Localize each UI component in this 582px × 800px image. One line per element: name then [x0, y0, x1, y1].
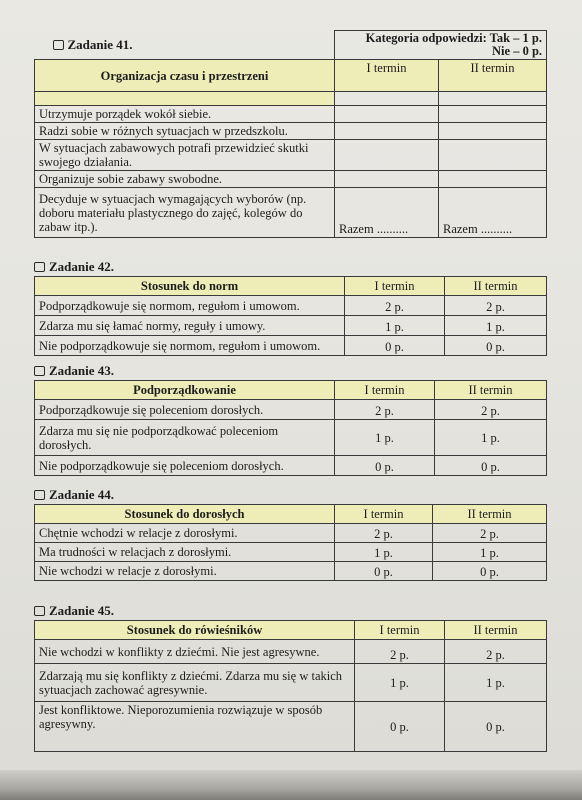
task-42-table: [34, 276, 547, 356]
table-row: Utrzymuje porządek wokół siebie.: [35, 106, 335, 123]
col-term-2: II termin: [445, 277, 547, 296]
table-row: Ma trudności w relacjach z dorosłymi.: [35, 543, 335, 562]
points-cell[interactable]: 0 p.: [335, 562, 433, 581]
points-cell[interactable]: 0 p.: [335, 456, 435, 476]
points-cell[interactable]: 2 p.: [335, 524, 433, 543]
answer-cell[interactable]: [439, 123, 547, 140]
col-term-2: II termin: [433, 505, 547, 524]
table-row: Zdarza mu się nie podporządkować poleceniom dorosłych.: [35, 420, 335, 456]
task-42-header: Stosunek do norm: [35, 277, 345, 296]
table-row: Nie podporządkowuje się normom, regułom i umowom.: [35, 336, 345, 356]
checkbox-icon[interactable]: [34, 262, 45, 272]
points-cell[interactable]: 1 p.: [355, 664, 445, 702]
sum-term-2: Razem ..........: [439, 188, 547, 238]
task-45: [34, 602, 546, 752]
task-42-title: Zadanie 42.: [34, 258, 546, 276]
task-43-table: [34, 380, 547, 476]
table-row: Zdarzają mu się konflikty z dziećmi. Zdarza mu się w takich sytuacjach zachować agresywnie.: [35, 664, 355, 702]
points-cell[interactable]: 0 p.: [435, 456, 547, 476]
points-cell[interactable]: 1 p.: [445, 664, 547, 702]
points-cell[interactable]: 2 p.: [435, 400, 547, 420]
sum-term-1: Razem ..........: [335, 188, 439, 238]
points-cell[interactable]: 1 p.: [345, 316, 445, 336]
col-term-2: II termin: [435, 381, 547, 400]
task-44-table: [34, 504, 547, 581]
table-row: W sytuacjach zabawowych potrafi przewidzieć skutki swojego działania.: [35, 140, 335, 171]
table-row: Decyduje w sytuacjach wymagających wyborów (np. doboru materiału plastycznego do zajęć, kolegów do zabaw itp.).: [35, 188, 335, 238]
points-cell[interactable]: 1 p.: [335, 543, 433, 562]
points-cell[interactable]: 1 p.: [433, 543, 547, 562]
col-term-1: I termin: [355, 621, 445, 640]
task-45-header: Stosunek do rówieśników: [35, 621, 355, 640]
points-cell[interactable]: 2 p.: [445, 296, 547, 316]
col-term-2: II termin: [445, 621, 547, 640]
task-44-header: Stosunek do dorosłych: [35, 505, 335, 524]
table-row: Zdarza mu się łamać normy, reguły i umowy.: [35, 316, 345, 336]
points-cell[interactable]: 1 p.: [335, 420, 435, 456]
table-row: Chętnie wchodzi w relacje z dorosłymi.: [35, 524, 335, 543]
table-row: Jest konfliktowe. Nieporozumienia rozwiązuje w sposób agresywny.: [35, 702, 355, 752]
task-43: [34, 362, 546, 476]
points-cell[interactable]: 2 p.: [355, 640, 445, 664]
points-cell[interactable]: 1 p.: [435, 420, 547, 456]
points-cell[interactable]: 0 p.: [445, 336, 547, 356]
task-41-header: Organizacja czasu i przestrzeni: [35, 60, 335, 92]
col-term-1: I termin: [335, 381, 435, 400]
table-row: Nie wchodzi w konflikty z dziećmi. Nie jest agresywne.: [35, 640, 355, 664]
points-cell[interactable]: 0 p.: [345, 336, 445, 356]
task-45-title: Zadanie 45.: [34, 602, 546, 620]
task-41: [34, 30, 546, 238]
points-cell[interactable]: 2 p.: [445, 640, 547, 664]
checkbox-icon[interactable]: [34, 606, 45, 616]
answer-cell[interactable]: [335, 106, 439, 123]
points-cell[interactable]: 2 p.: [345, 296, 445, 316]
answer-cell[interactable]: [439, 140, 547, 171]
points-cell[interactable]: 0 p.: [355, 702, 445, 752]
task-45-table: [34, 620, 547, 752]
task-42: [34, 258, 546, 356]
points-cell[interactable]: 0 p.: [433, 562, 547, 581]
table-row: Organizuje sobie zabawy swobodne.: [35, 171, 335, 188]
checkbox-icon[interactable]: [53, 40, 64, 50]
answer-cell[interactable]: [439, 106, 547, 123]
task-44-title: Zadanie 44.: [34, 486, 546, 504]
col-term-1: I termin: [335, 60, 439, 92]
answer-cell[interactable]: [335, 123, 439, 140]
task-43-header: Podporządkowanie: [35, 381, 335, 400]
answer-category: Kategoria odpowiedzi: Tak – 1 p. Nie – 0 p.: [335, 31, 547, 60]
points-cell[interactable]: 2 p.: [335, 400, 435, 420]
table-row: Podporządkowuje się normom, regułom i umowom.: [35, 296, 345, 316]
points-cell[interactable]: 0 p.: [445, 702, 547, 752]
answer-cell[interactable]: [335, 171, 439, 188]
table-row: Nie podporządkowuje się poleceniom dorosłych.: [35, 456, 335, 476]
col-term-1: I termin: [335, 505, 433, 524]
task-43-title: Zadanie 43.: [34, 362, 546, 380]
task-41-table: [34, 30, 547, 238]
checkbox-icon[interactable]: [34, 366, 45, 376]
page-shadow: [0, 770, 582, 800]
task-44: [34, 486, 546, 581]
answer-cell[interactable]: [335, 140, 439, 171]
answer-cell[interactable]: [439, 171, 547, 188]
task-41-title: Zadanie 41.: [53, 36, 335, 54]
table-row: Nie wchodzi w relacje z dorosłymi.: [35, 562, 335, 581]
points-cell[interactable]: 1 p.: [445, 316, 547, 336]
table-row: Radzi sobie w różnych sytuacjach w przedszkolu.: [35, 123, 335, 140]
col-term-2: II termin: [439, 60, 547, 92]
col-term-1: I termin: [345, 277, 445, 296]
table-row: Podporządkowuje się poleceniom dorosłych.: [35, 400, 335, 420]
checkbox-icon[interactable]: [34, 490, 45, 500]
points-cell[interactable]: 2 p.: [433, 524, 547, 543]
